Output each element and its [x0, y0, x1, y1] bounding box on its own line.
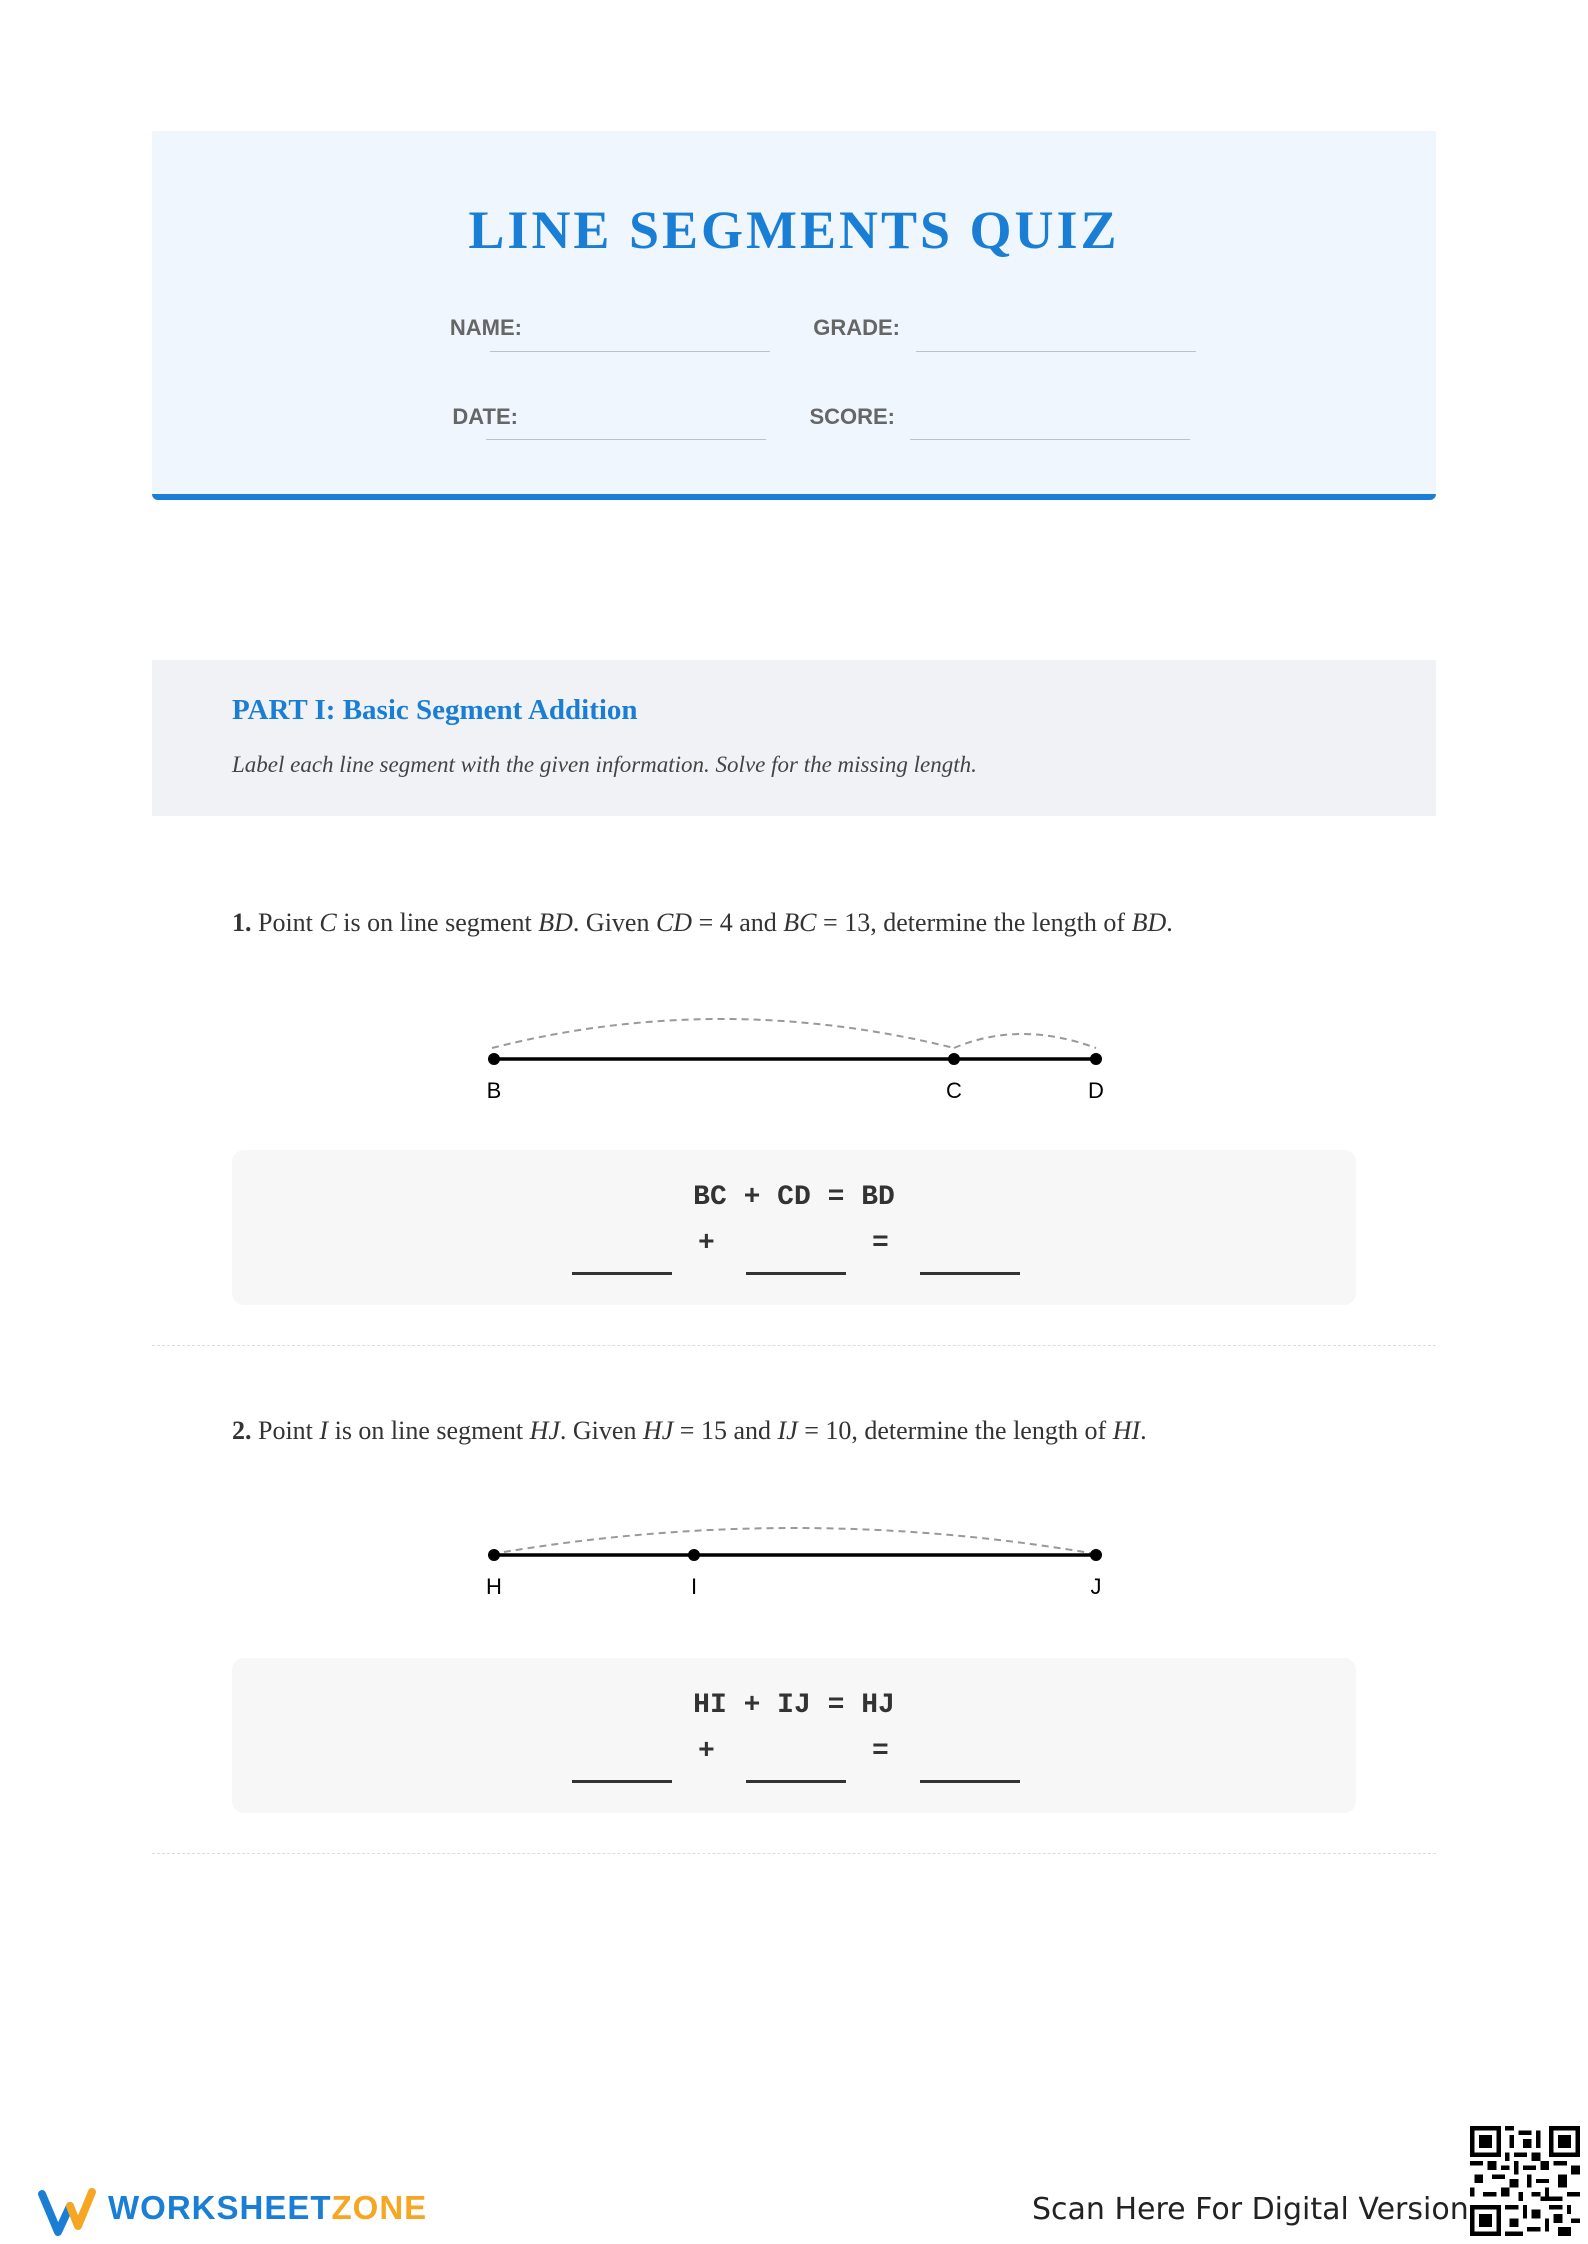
- plus-sign: +: [698, 1736, 715, 1767]
- brand-name: WORKSHEETZONE: [108, 2189, 428, 2226]
- scan-caption: Scan Here For Digital Version: [1032, 2192, 1469, 2227]
- answer-blank-2[interactable]: [746, 1780, 846, 1783]
- part-1-header: [152, 660, 1436, 816]
- question-number: 1.: [232, 908, 252, 937]
- point-c: [948, 1053, 960, 1065]
- part-1-title: PART I: Basic Segment Addition: [232, 694, 638, 726]
- point-label-d: D: [1088, 1078, 1104, 1103]
- point-d: [1090, 1053, 1102, 1065]
- segment-diagram-2: [480, 1508, 1120, 1618]
- score-label: SCORE:: [809, 404, 895, 429]
- answer-blank-3[interactable]: [920, 1780, 1020, 1783]
- point-h: [488, 1549, 500, 1561]
- quiz-header: [152, 131, 1436, 500]
- answer-blank-1[interactable]: [572, 1272, 672, 1275]
- arc-hj: [492, 1528, 1096, 1554]
- equation: BC + CD = BD: [693, 1182, 895, 1213]
- answer-box-2: [232, 1658, 1356, 1813]
- question-number: 2.: [232, 1416, 252, 1445]
- point-i: [688, 1549, 700, 1561]
- question-1: 1. Point C is on line segment BD. Given CD = 4 and BC = 13, determine the length of BD.: [232, 908, 1173, 937]
- point-label-h: H: [486, 1574, 502, 1599]
- score-field[interactable]: [910, 439, 1190, 440]
- equals-sign: =: [872, 1228, 889, 1259]
- name-field[interactable]: [490, 351, 770, 352]
- point-label-i: I: [690, 1574, 698, 1599]
- point-j: [1090, 1549, 1102, 1561]
- date-field[interactable]: [486, 439, 766, 440]
- segment-diagram-1: [480, 1000, 1120, 1110]
- question-2: 2. Point I is on line segment HJ. Given HJ = 15 and IJ = 10, determine the length of HI.: [232, 1416, 1147, 1445]
- point-b: [488, 1053, 500, 1065]
- answer-box-1: [232, 1150, 1356, 1305]
- point-label-c: C: [946, 1078, 962, 1103]
- date-label: DATE:: [452, 404, 518, 429]
- divider: [152, 1853, 1436, 1854]
- answer-blank-3[interactable]: [920, 1272, 1020, 1275]
- divider: [152, 1345, 1436, 1346]
- worksheetzone-logo-icon: [38, 2184, 98, 2240]
- arc-cd: [954, 1034, 1096, 1048]
- grade-label: GRADE:: [813, 315, 900, 340]
- part-1-instructions: Label each line segment with the given information. Solve for the missing length.: [232, 752, 977, 777]
- page-title: LINE SEGMENTS QUIZ: [468, 200, 1120, 260]
- grade-field[interactable]: [916, 351, 1196, 352]
- answer-blank-1[interactable]: [572, 1780, 672, 1783]
- name-label: NAME:: [449, 315, 522, 340]
- qr-code-icon[interactable]: [1470, 2126, 1580, 2236]
- equals-sign: =: [872, 1736, 889, 1767]
- point-label-j: J: [1090, 1574, 1102, 1599]
- answer-blank-2[interactable]: [746, 1272, 846, 1275]
- plus-sign: +: [698, 1228, 715, 1259]
- equation: HI + IJ = HJ: [693, 1690, 895, 1721]
- point-label-b: B: [486, 1078, 502, 1103]
- arc-bc: [492, 1019, 954, 1048]
